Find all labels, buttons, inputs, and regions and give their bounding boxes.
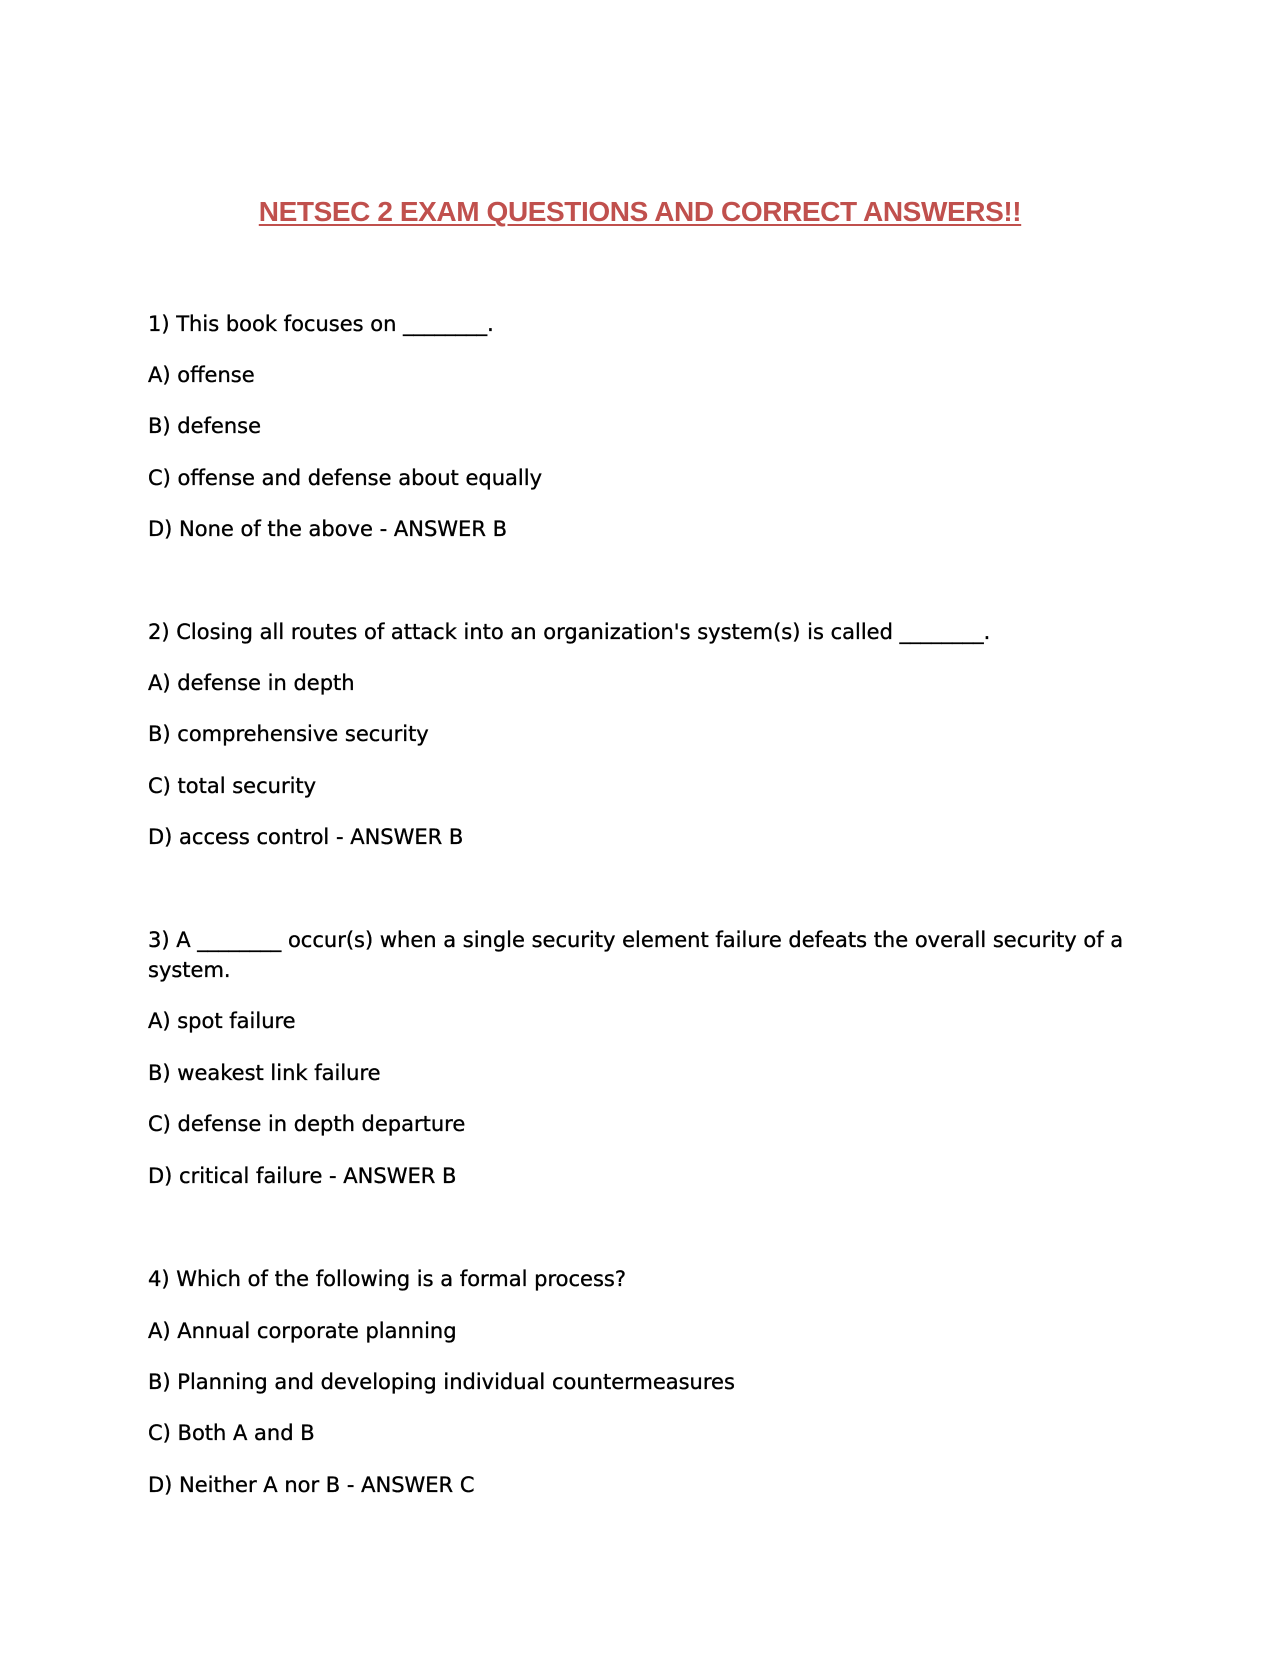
- question-4-option-b: B) Planning and developing individual countermeasures: [148, 1370, 735, 1394]
- question-3-option-a: A) spot failure: [148, 1009, 296, 1033]
- question-1-stem: 1) This book focuses on ________.: [148, 312, 494, 336]
- document-title: NETSEC 2 EXAM QUESTIONS AND CORRECT ANSWERS!!: [258, 196, 1022, 227]
- question-2-option-c: C) total security: [148, 774, 317, 798]
- question-1-option-c: C) offense and defense about equally: [148, 466, 542, 490]
- question-1-option-b: B) defense: [148, 414, 262, 438]
- question-1-option-d: D) None of the above - ANSWER B: [148, 517, 507, 541]
- question-2-stem: 2) Closing all routes of attack into an organization's system(s) is called ________.: [148, 620, 991, 644]
- question-2-option-b: B) comprehensive security: [148, 722, 429, 746]
- question-2-option-a: A) defense in depth: [148, 671, 355, 695]
- question-3-stem: 3) A ________ occur(s) when a single security element failure defeats the overall security of a system.: [148, 928, 1124, 982]
- question-2-option-d: D) access control - ANSWER B: [148, 825, 464, 849]
- question-3-option-c: C) defense in depth departure: [148, 1112, 466, 1136]
- question-4-option-c: C) Both A and B: [148, 1421, 315, 1445]
- question-3-option-d: D) critical failure - ANSWER B: [148, 1164, 457, 1188]
- question-4-option-a: A) Annual corporate planning: [148, 1319, 457, 1343]
- question-4-option-d: D) Neither A nor B - ANSWER C: [148, 1473, 475, 1497]
- question-1-option-a: A) offense: [148, 363, 255, 387]
- question-4-stem: 4) Which of the following is a formal process?: [148, 1267, 626, 1291]
- question-3-option-b: B) weakest link failure: [148, 1061, 381, 1085]
